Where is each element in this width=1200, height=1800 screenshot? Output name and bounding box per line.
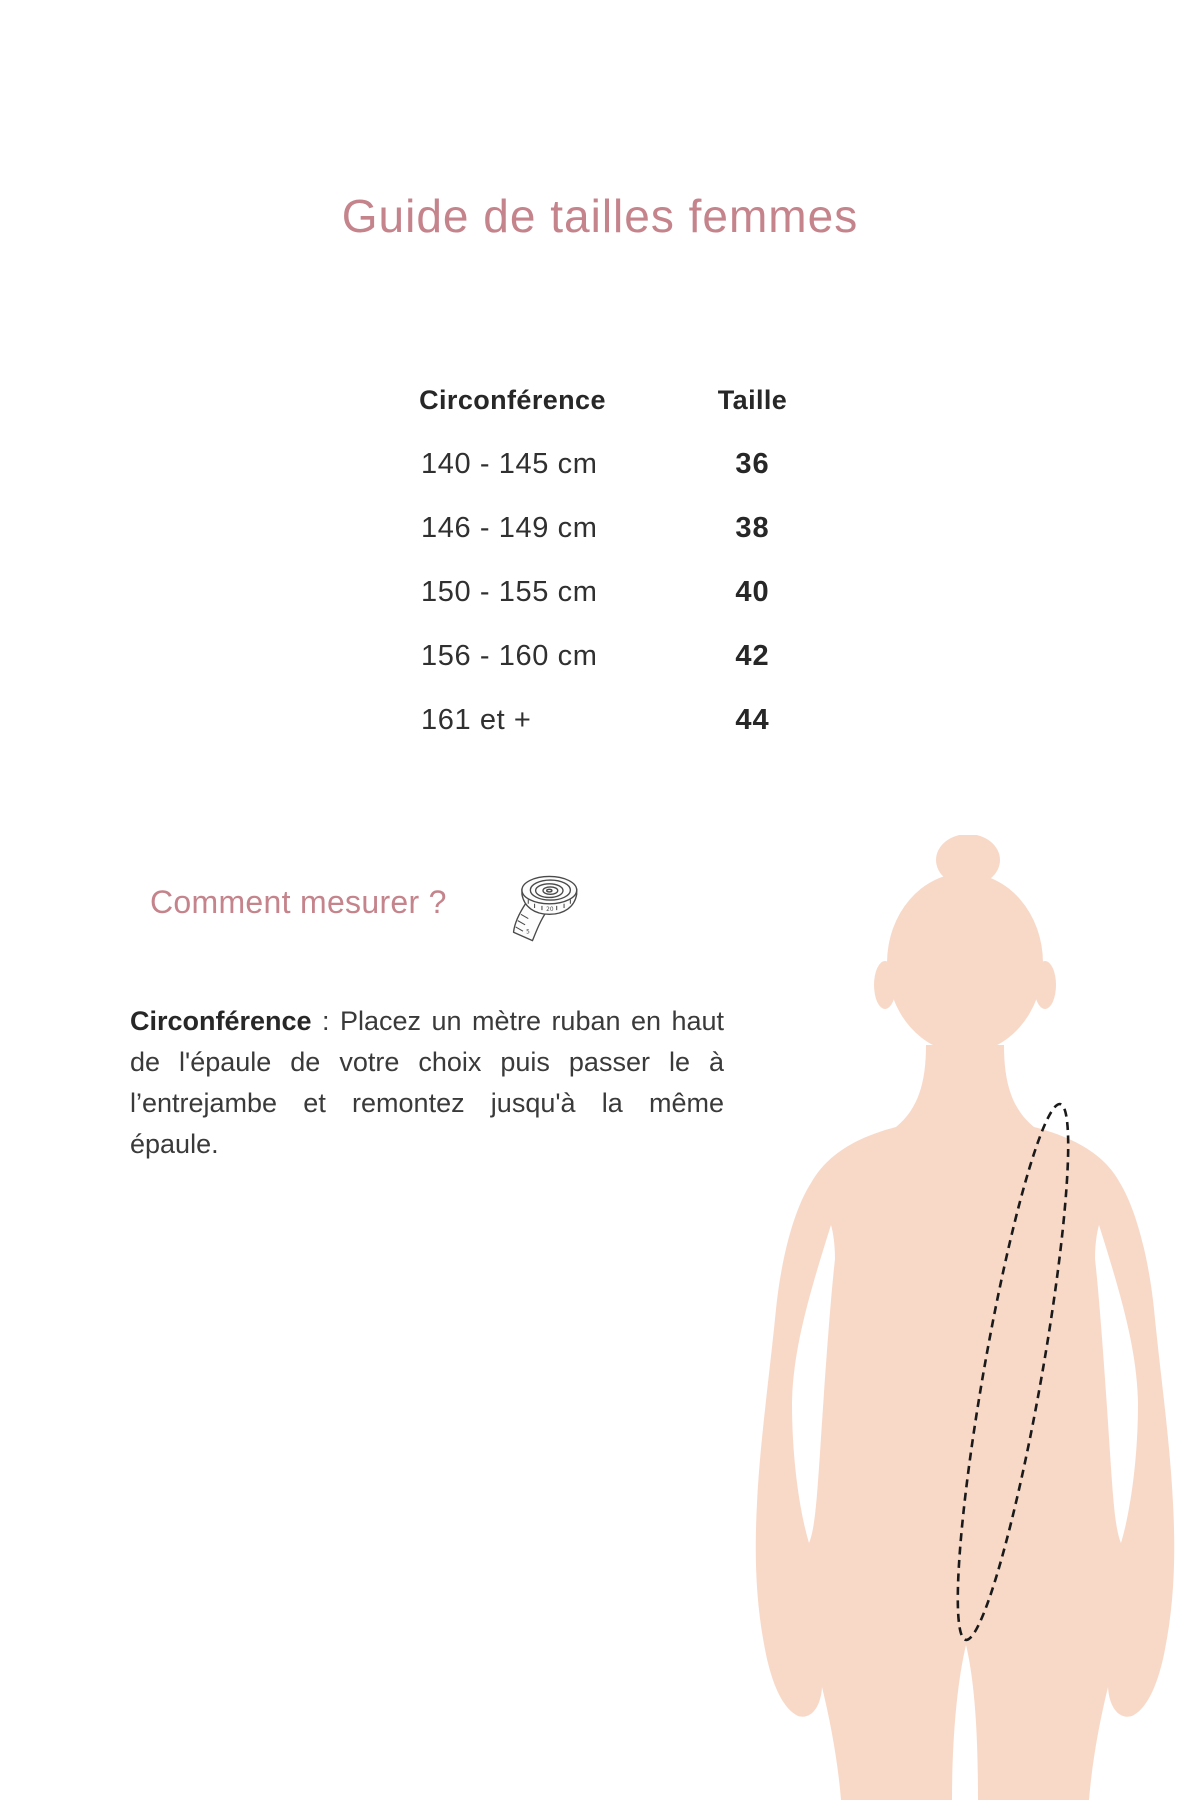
table-row-size: 36: [735, 447, 770, 480]
table-row-circumference: 146 - 149 cm: [421, 511, 598, 544]
table-row-circumference: 150 - 155 cm: [421, 575, 598, 608]
table-row-circumference: 161 et +: [421, 703, 532, 736]
measure-term: Circonférence: [130, 1006, 312, 1036]
table-row-size: 38: [735, 511, 770, 544]
table-row-circumference: 156 - 160 cm: [421, 639, 598, 672]
table-row-size: 44: [735, 703, 770, 736]
table-row-circumference: 140 - 145 cm: [421, 447, 598, 480]
column-header-circumference: Circonférence: [419, 384, 606, 415]
how-to-measure-heading: Comment mesurer ?: [150, 884, 447, 920]
page-title: Guide de tailles femmes: [341, 189, 859, 242]
tape-number: 20: [546, 907, 554, 914]
female-silhouette-illustration: [680, 835, 1200, 1800]
column-header-size: Taille: [717, 384, 788, 415]
measure-instructions: [130, 1001, 724, 1165]
silhouette-head: [887, 873, 1043, 1053]
measure-instructions-text: : Placez un mètre ruban en haut de l'épaule de votre choix puis passer le à l’entrejambe et remontez jusqu'à la même épaule.: [130, 1006, 724, 1159]
table-row-size: 40: [735, 575, 770, 608]
size-table: [400, 368, 825, 752]
table-row-size: 42: [735, 639, 770, 672]
tape-number: 5: [526, 929, 530, 936]
measuring-tape-icon: [503, 868, 583, 948]
